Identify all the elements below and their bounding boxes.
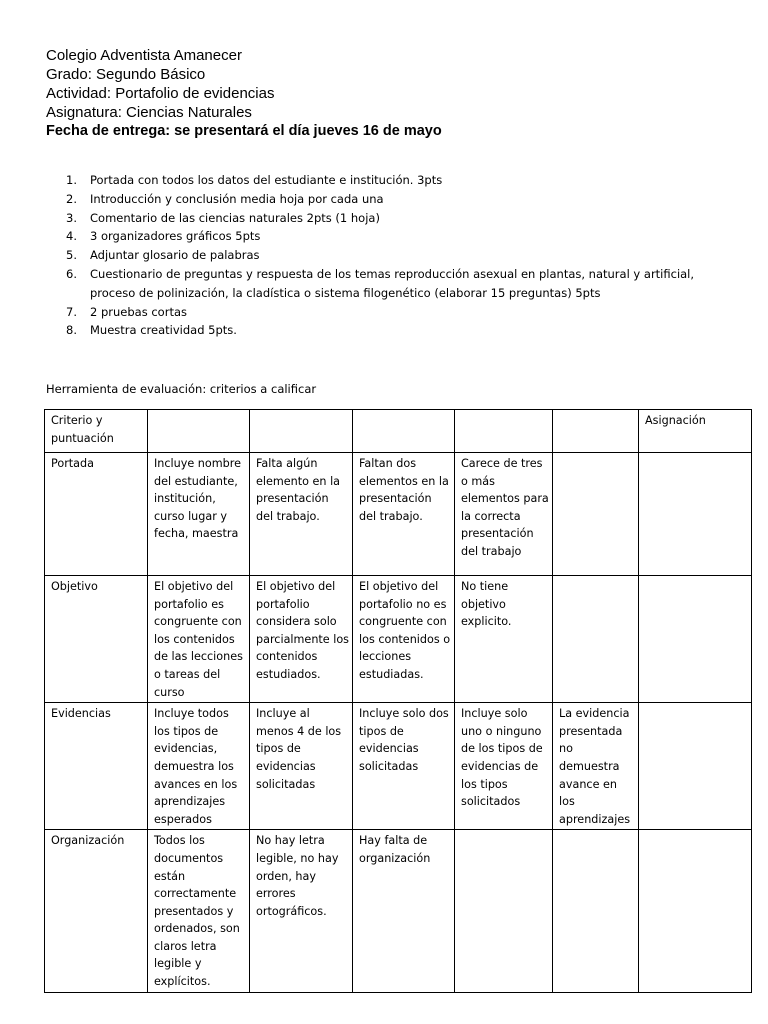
table-cell xyxy=(639,453,752,576)
document-header xyxy=(46,46,442,141)
table-cell: Objetivo xyxy=(45,576,148,703)
table-cell xyxy=(639,830,752,992)
table-cell: Hay falta de organización xyxy=(353,830,455,992)
table-cell: El objetivo del portafolio no es congruente con los contenidos o lecciones estudiadas. xyxy=(353,576,455,703)
table-cell: El objetivo del portafolio es congruente con los contenidos de las lecciones o tareas del curso xyxy=(148,576,250,703)
table-row xyxy=(45,453,752,576)
item-text: Portada con todos los datos del estudiante e institución. 3pts xyxy=(90,173,443,187)
list-item xyxy=(66,227,736,246)
table-cell: El objetivo del portafolio considera solo parcialmente los contenidos estudiados. xyxy=(250,576,353,703)
requirements-list xyxy=(66,171,736,340)
table-cell: Faltan dos elementos en la presentación del trabajo. xyxy=(353,453,455,576)
item-number: 8. xyxy=(66,323,77,338)
table-cell xyxy=(250,410,353,453)
table-cell xyxy=(353,410,455,453)
due-date-line: Fecha de entrega: se presentará el día jueves 16 de mayo xyxy=(46,123,442,139)
table-cell: La evidencia presentada no demuestra avance en los aprendizajes xyxy=(553,703,639,830)
school-name: Colegio Adventista Amanecer xyxy=(46,47,242,64)
table-row xyxy=(45,410,752,453)
item-number: 7. xyxy=(66,304,77,319)
table-cell xyxy=(455,830,553,992)
table-cell: Incluye solo dos tipos de evidencias solicitadas xyxy=(353,703,455,830)
table-cell xyxy=(639,576,752,703)
list-item xyxy=(66,190,736,209)
table-cell xyxy=(639,703,752,830)
item-text: Cuestionario de preguntas y respuesta de los temas reproducción asexual en plantas, natural y artificial, proceso de polinización, la cladística o sistema filogenético (elaborar 15 preguntas) 5pts xyxy=(90,266,695,300)
table-cell: Incluye todos los tipos de evidencias, demuestra los avances en los aprendizajes esperados xyxy=(148,703,250,830)
item-number: 2. xyxy=(66,191,77,206)
list-item xyxy=(66,303,736,322)
item-text: 3 organizadores gráficos 5pts xyxy=(90,229,261,244)
table-row xyxy=(45,703,752,830)
table-cell xyxy=(553,410,639,453)
item-number: 5. xyxy=(66,248,77,263)
table-cell: Incluye al menos 4 de los tipos de evidencias solicitadas xyxy=(250,703,353,830)
subject-line: Asignatura: Ciencias Naturales xyxy=(46,104,252,121)
item-number: 4. xyxy=(66,229,77,244)
table-cell: Incluye nombre del estudiante, institución, curso lugar y fecha, maestra xyxy=(148,453,250,576)
table-cell xyxy=(148,410,250,453)
table-cell: Evidencias xyxy=(45,703,148,830)
table-cell xyxy=(553,830,639,992)
table-cell: Organización xyxy=(45,830,148,992)
list-item xyxy=(66,209,736,228)
table-cell xyxy=(455,410,553,453)
table-cell: Todos los documentos están correctamente presentados y ordenados, son claros letra legible y explícitos. xyxy=(148,830,250,992)
evaluation-title: Herramienta de evaluación: criterios a calificar xyxy=(46,382,317,396)
table-cell: Portada xyxy=(45,453,148,576)
rubric-table xyxy=(44,409,752,993)
table-cell: Asignación xyxy=(639,410,752,453)
list-item xyxy=(66,246,736,265)
item-text: Muestra creatividad 5pts. xyxy=(90,323,237,338)
item-text: Introducción y conclusión media hoja por cada una xyxy=(90,191,384,206)
list-item xyxy=(66,321,736,340)
table-cell: No hay letra legible, no hay orden, hay errores ortográficos. xyxy=(250,830,353,992)
activity-line: Actividad: Portafolio de evidencias xyxy=(46,85,275,102)
item-text: Adjuntar glosario de palabras xyxy=(90,248,260,263)
table-cell: No tiene objetivo explicito. xyxy=(455,576,553,703)
item-number: 3. xyxy=(66,210,77,225)
item-text: Comentario de las ciencias naturales 2pts (1 hoja) xyxy=(90,210,380,225)
item-number: 1. xyxy=(66,173,77,187)
table-row xyxy=(45,576,752,703)
table-cell: Incluye solo uno o ninguno de los tipos de evidencias de los tipos solicitados xyxy=(455,703,553,830)
table-cell xyxy=(553,576,639,703)
table-cell: Criterio y puntuación xyxy=(45,410,148,453)
list-item xyxy=(66,265,736,303)
item-text: 2 pruebas cortas xyxy=(90,304,187,319)
item-number: 6. xyxy=(66,266,77,281)
grade-line: Grado: Segundo Básico xyxy=(46,66,206,83)
table-cell xyxy=(553,453,639,576)
table-row xyxy=(45,830,752,992)
list-item xyxy=(66,171,736,190)
table-cell: Falta algún elemento en la presentación del trabajo. xyxy=(250,453,353,576)
table-cell: Carece de tres o más elementos para la correcta presentación del trabajo xyxy=(455,453,553,576)
